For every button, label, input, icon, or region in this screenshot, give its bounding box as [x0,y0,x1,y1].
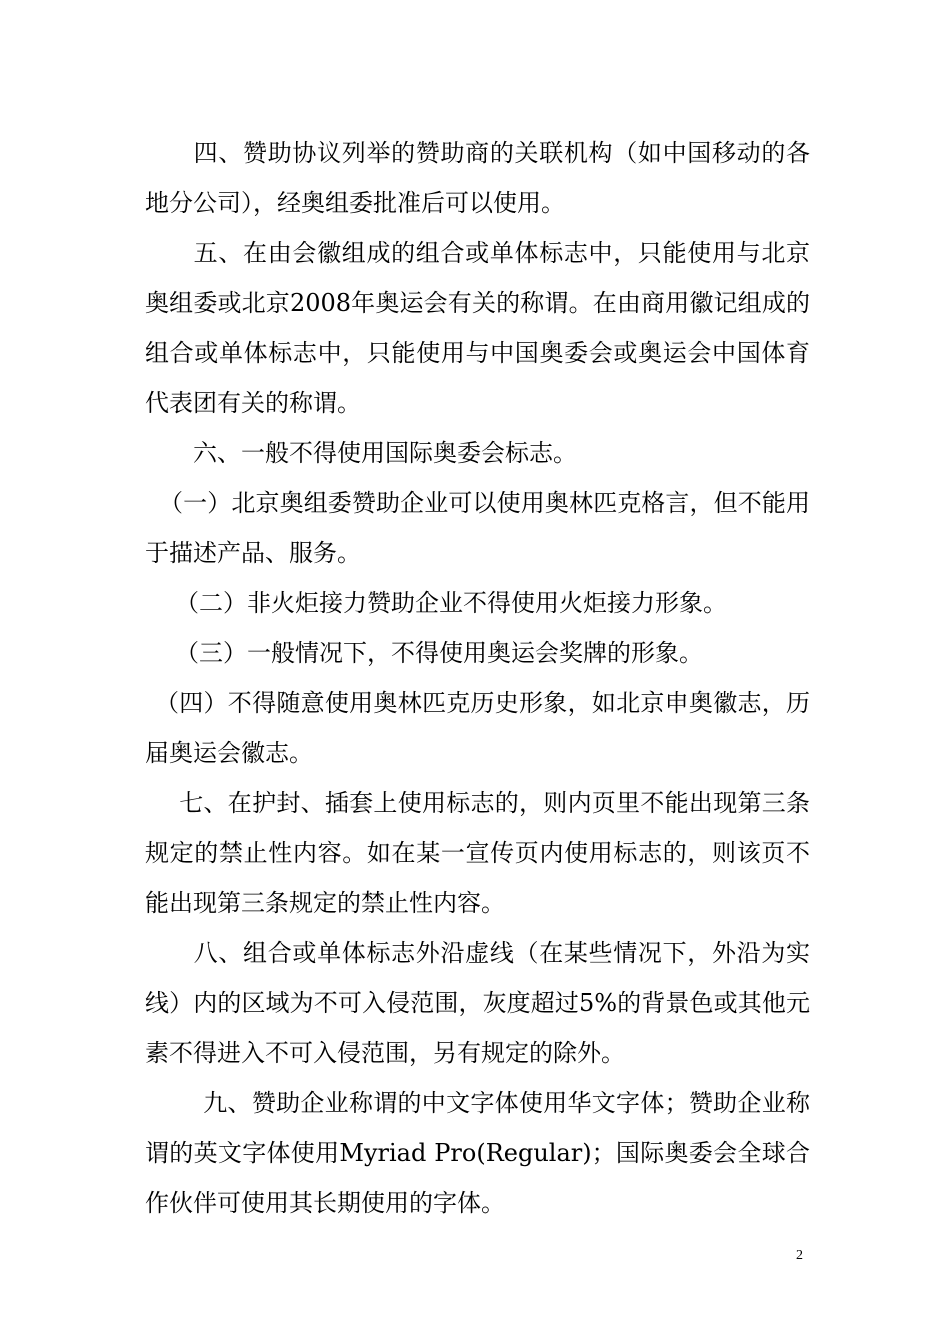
paragraph-8-clear-zone: 八、组合或单体标志外沿虚线（在某些情况下，外沿为实线）内的区域为不可入侵范围，灰度超过5%的背景色或其他元素不得进入不可入侵范围，另有规定的除外。 [145,939,810,1067]
paragraph-6-2-torch: （二）非火炬接力赞助企业不得使用火炬接力形象。 [163,589,727,617]
paragraph-6-3-medal: （三）一般情况下，不得使用奥运会奖牌的形象。 [163,639,703,667]
paragraph-6-ioc-marks: 六、一般不得使用国际奥委会标志。 [169,439,577,467]
paragraph-4-affiliates: 四、赞助协议列举的赞助商的关联机构（如中国移动的各地分公司），经奥组委批准后可以使用。 [145,139,810,217]
paragraph-9-fonts: 九、赞助企业称谓的中文字体使用华文字体；赞助企业称谓的英文字体使用Myriad Pro(Regular)；国际奥委会全球合作伙伴可使用其长期使用的字体。 [145,1089,810,1217]
paragraph-6-4-history: （四）不得随意使用奥林匹克历史形象，如北京申奥徽志，历届奥运会徽志。 [145,689,810,767]
paragraph-6-1-motto: （一）北京奥组委赞助企业可以使用奥林匹克格言，但不能用于描述产品、服务。 [145,489,810,567]
paragraph-7-covers: 七、在护封、插套上使用标志的，则内页里不能出现第三条规定的禁止性内容。如在某一宣传页内使用标志的，则该页不能出现第三条规定的禁止性内容。 [145,789,810,917]
page-number: 2 [796,1248,803,1263]
paragraph-5-titles: 五、在由会徽组成的组合或单体标志中，只能使用与北京奥组委或北京2008年奥运会有关的称谓。在由商用徽记组成的组合或单体标志中，只能使用与中国奥委会或奥运会中国体育代表团有关的称谓。 [145,239,810,417]
